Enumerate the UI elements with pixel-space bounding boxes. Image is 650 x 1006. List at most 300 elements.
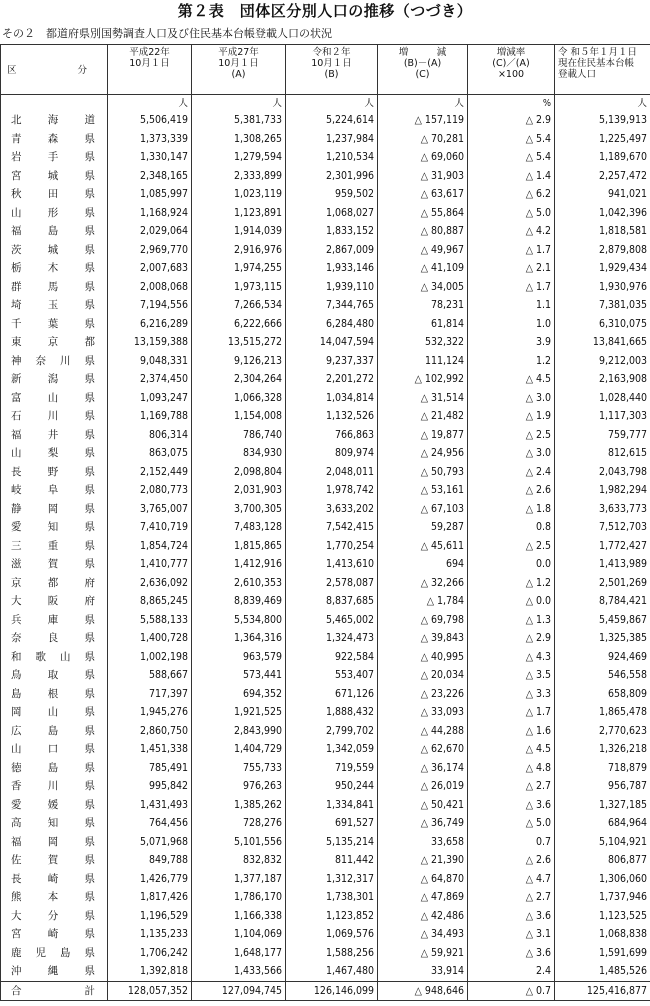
table-cell: 7,483,128 [192, 518, 286, 537]
unit-cell [1, 95, 108, 112]
table-cell: 812,615 [555, 444, 650, 463]
table-row [1, 555, 650, 574]
table-cell: △ 6.2 [468, 185, 555, 204]
table-cell: 1,400,728 [108, 629, 192, 648]
table-cell: △ 1.7 [468, 241, 555, 260]
prefecture-name: 沖縄県 [1, 962, 108, 981]
table-row [1, 648, 650, 667]
table-cell: 1,327,185 [555, 796, 650, 815]
table-cell: 5,104,921 [555, 833, 650, 852]
prefecture-name: 高知県 [1, 814, 108, 833]
table-cell: 546,558 [555, 666, 650, 685]
table-row [1, 944, 650, 963]
table-cell: 1,451,338 [108, 740, 192, 759]
table-row [1, 703, 650, 722]
table-cell: △ 47,869 [378, 888, 468, 907]
table-row [1, 870, 650, 889]
prefecture-name: 合計 [1, 981, 108, 1001]
table-cell: 127,094,745 [192, 981, 286, 1001]
table-cell: 2,048,011 [286, 463, 378, 482]
table-cell: 1,069,576 [286, 925, 378, 944]
table-cell: △ 31,514 [378, 389, 468, 408]
table-cell: 1,123,891 [192, 204, 286, 223]
table-cell: 125,416,877 [555, 981, 650, 1001]
table-cell: 7,381,035 [555, 296, 650, 315]
table-cell: 6,222,666 [192, 315, 286, 334]
table-cell: △ 2.6 [468, 481, 555, 500]
table-cell: 5,139,913 [555, 111, 650, 130]
table-cell: 1,410,777 [108, 555, 192, 574]
prefecture-name: 熊本県 [1, 888, 108, 907]
table-row [1, 611, 650, 630]
table-cell: 9,048,331 [108, 352, 192, 371]
header-line: 登載人口 [558, 69, 597, 80]
table-cell: 728,276 [192, 814, 286, 833]
table-cell: 1,737,946 [555, 888, 650, 907]
prefecture-name: 北海道 [1, 111, 108, 130]
table-cell: 809,974 [286, 444, 378, 463]
table-cell: 694,352 [192, 685, 286, 704]
table-cell: 1,225,497 [555, 130, 650, 149]
table-cell: 2.4 [468, 962, 555, 981]
table-cell: 1,154,008 [192, 407, 286, 426]
table-cell: 1,324,473 [286, 629, 378, 648]
table-cell: △ 31,903 [378, 167, 468, 186]
table-cell: 719,559 [286, 759, 378, 778]
table-cell: 1,978,742 [286, 481, 378, 500]
table-row [1, 185, 650, 204]
prefecture-name: 長崎県 [1, 870, 108, 889]
table-cell: 1,854,724 [108, 537, 192, 556]
table-cell: △ 53,161 [378, 481, 468, 500]
table-cell: △ 34,493 [378, 925, 468, 944]
table-cell: 2,333,899 [192, 167, 286, 186]
table-row [1, 740, 650, 759]
table-row [1, 370, 650, 389]
table-cell: 9,212,003 [555, 352, 650, 371]
table-row [1, 167, 650, 186]
table-cell: △ 1.6 [468, 722, 555, 741]
table-cell: 1,093,247 [108, 389, 192, 408]
table-cell: 1,929,434 [555, 259, 650, 278]
table-cell: 1,591,699 [555, 944, 650, 963]
prefecture-name: 奈良県 [1, 629, 108, 648]
table-row [1, 518, 650, 537]
unit-cell: 人 [378, 95, 468, 112]
header-line: 平成27年 [218, 47, 259, 58]
table-row [1, 426, 650, 445]
table-cell: 2,374,450 [108, 370, 192, 389]
unit-cell: 人 [192, 95, 286, 112]
table-row [1, 204, 650, 223]
table-cell: 13,515,272 [192, 333, 286, 352]
table-cell: 717,397 [108, 685, 192, 704]
table-cell: 806,314 [108, 426, 192, 445]
table-cell: 2,201,272 [286, 370, 378, 389]
table-cell: 8,865,245 [108, 592, 192, 611]
table-cell: 1,933,146 [286, 259, 378, 278]
prefecture-name: 静岡県 [1, 500, 108, 519]
header-line: (C) [415, 69, 430, 80]
table-cell: 1,123,852 [286, 907, 378, 926]
prefecture-name: 大分県 [1, 907, 108, 926]
prefecture-name: 埼玉県 [1, 296, 108, 315]
table-cell: △ 67,103 [378, 500, 468, 519]
table-cell: 1,068,838 [555, 925, 650, 944]
prefecture-name: 秋田県 [1, 185, 108, 204]
table-cell: △ 34,005 [378, 278, 468, 297]
table-cell: △ 64,870 [378, 870, 468, 889]
prefecture-name: 茨城県 [1, 241, 108, 260]
table-cell: △ 23,226 [378, 685, 468, 704]
table-cell: 2,301,996 [286, 167, 378, 186]
table-cell: 1,921,525 [192, 703, 286, 722]
table-cell: 5,381,733 [192, 111, 286, 130]
header-line: (A) [231, 69, 246, 80]
prefecture-name: 愛知県 [1, 518, 108, 537]
table-cell: △ 59,921 [378, 944, 468, 963]
table-cell: 2,610,353 [192, 574, 286, 593]
table-cell: 684,964 [555, 814, 650, 833]
table-cell: 1,815,865 [192, 537, 286, 556]
table-cell: 2,152,449 [108, 463, 192, 482]
table-row [1, 259, 650, 278]
table-cell: 1,485,526 [555, 962, 650, 981]
prefecture-name: 山口県 [1, 740, 108, 759]
table-cell: 5,135,214 [286, 833, 378, 852]
table-cell: 922,584 [286, 648, 378, 667]
table-cell: 1,982,294 [555, 481, 650, 500]
table-cell: 2,008,068 [108, 278, 192, 297]
table-row [1, 888, 650, 907]
table-row [1, 574, 650, 593]
table-cell: 1,786,170 [192, 888, 286, 907]
table-row [1, 685, 650, 704]
table-cell: 7,194,556 [108, 296, 192, 315]
unit-cell: % [468, 95, 555, 112]
table-cell: 1,123,525 [555, 907, 650, 926]
table-cell: △ 41,109 [378, 259, 468, 278]
table-cell: 0.0 [468, 555, 555, 574]
table-cell: △ 2.7 [468, 777, 555, 796]
prefecture-name: 島根県 [1, 685, 108, 704]
table-cell: 1,467,480 [286, 962, 378, 981]
prefecture-name: 三重県 [1, 537, 108, 556]
table-row [1, 907, 650, 926]
header-line: 10月１日 [311, 58, 352, 69]
table-cell: 1,817,426 [108, 888, 192, 907]
table-cell: △ 49,967 [378, 241, 468, 260]
table-cell: △ 948,646 [378, 981, 468, 1001]
table-cell: △ 0.0 [468, 592, 555, 611]
table-cell: 2,029,064 [108, 222, 192, 241]
table-cell: △ 3.3 [468, 685, 555, 704]
table-cell: 13,159,388 [108, 333, 192, 352]
table-cell: 61,814 [378, 315, 468, 334]
table-cell: 956,787 [555, 777, 650, 796]
prefecture-name: 山梨県 [1, 444, 108, 463]
table-cell: 766,863 [286, 426, 378, 445]
table-cell: 1,833,152 [286, 222, 378, 241]
table-cell: 1,334,841 [286, 796, 378, 815]
table-cell: △ 3.6 [468, 907, 555, 926]
table-cell: 832,832 [192, 851, 286, 870]
prefecture-name: 鹿児島県 [1, 944, 108, 963]
table-cell: 1,168,924 [108, 204, 192, 223]
table-cell: 3,633,202 [286, 500, 378, 519]
table-row [1, 592, 650, 611]
table-cell: △ 2.4 [468, 463, 555, 482]
table-row [1, 777, 650, 796]
table-cell: 976,263 [192, 777, 286, 796]
table-cell: 1,237,984 [286, 130, 378, 149]
table-cell: 9,126,213 [192, 352, 286, 371]
table-cell: 1,413,610 [286, 555, 378, 574]
header-r2 [286, 45, 378, 95]
table-cell: 1,426,779 [108, 870, 192, 889]
prefecture-name: 福島県 [1, 222, 108, 241]
prefecture-name: 和歌山県 [1, 648, 108, 667]
table-cell: 1,818,581 [555, 222, 650, 241]
table-cell: 126,146,099 [286, 981, 378, 1001]
table-cell: 755,733 [192, 759, 286, 778]
table-cell: △ 21,390 [378, 851, 468, 870]
table-cell: 1,196,529 [108, 907, 192, 926]
header-line: 平成22年 [129, 47, 170, 58]
table-cell: △ 1.4 [468, 167, 555, 186]
table-cell: △ 4.2 [468, 222, 555, 241]
prefecture-name: 石川県 [1, 407, 108, 426]
table-cell: 1.0 [468, 315, 555, 334]
table-cell: △ 157,119 [378, 111, 468, 130]
table-cell: △ 33,093 [378, 703, 468, 722]
prefecture-name: 香川県 [1, 777, 108, 796]
table-cell: 2,867,009 [286, 241, 378, 260]
table-cell: 5,071,968 [108, 833, 192, 852]
table-cell: △ 50,793 [378, 463, 468, 482]
table-cell: 2,348,165 [108, 167, 192, 186]
table-cell: 2,916,976 [192, 241, 286, 260]
table-cell: 7,542,415 [286, 518, 378, 537]
table-cell: 1,865,478 [555, 703, 650, 722]
table-cell: △ 44,288 [378, 722, 468, 741]
header-h22 [108, 45, 192, 95]
unit-cell: 人 [555, 95, 650, 112]
table-cell: △ 1.7 [468, 278, 555, 297]
header-line: 令 和５年１月１日 [558, 47, 638, 58]
header-h27 [192, 45, 286, 95]
table-cell: △ 1.3 [468, 611, 555, 630]
table-cell: 78,231 [378, 296, 468, 315]
table-cell: 1,385,262 [192, 796, 286, 815]
table-cell: △ 5.0 [468, 814, 555, 833]
table-cell: △ 4.3 [468, 648, 555, 667]
header-registry [555, 45, 650, 95]
table-cell: △ 1.7 [468, 703, 555, 722]
header-line: 10月１日 [218, 58, 259, 69]
table-cell: 1,135,233 [108, 925, 192, 944]
table-cell: 2,843,990 [192, 722, 286, 741]
population-table [0, 44, 650, 1001]
table-cell: 7,266,534 [192, 296, 286, 315]
prefecture-name: 青森県 [1, 130, 108, 149]
table-cell: 3,765,007 [108, 500, 192, 519]
table-cell: 6,284,480 [286, 315, 378, 334]
header-line: 現在住民基本台帳 [558, 58, 635, 69]
table-cell: 5,224,614 [286, 111, 378, 130]
table-cell: △ 70,281 [378, 130, 468, 149]
table-row [1, 111, 650, 130]
prefecture-name: 福井県 [1, 426, 108, 445]
table-cell: 2,860,750 [108, 722, 192, 741]
table-cell: △ 55,864 [378, 204, 468, 223]
prefecture-name: 山形県 [1, 204, 108, 223]
table-row [1, 722, 650, 741]
table-cell: 573,441 [192, 666, 286, 685]
unit-cell: 人 [286, 95, 378, 112]
table-cell: 8,837,685 [286, 592, 378, 611]
table-cell: 5,534,800 [192, 611, 286, 630]
header-line: 令和２年 [312, 47, 351, 58]
table-cell: 3,700,305 [192, 500, 286, 519]
table-row [1, 759, 650, 778]
table-cell: 1,973,115 [192, 278, 286, 297]
prefecture-name: 新潟県 [1, 370, 108, 389]
table-row [1, 796, 650, 815]
table-row [1, 666, 650, 685]
prefecture-name: 長野県 [1, 463, 108, 482]
table-cell: 33,658 [378, 833, 468, 852]
table-cell: 694 [378, 555, 468, 574]
table-row [1, 500, 650, 519]
table-row [1, 463, 650, 482]
table-cell: △ 69,798 [378, 611, 468, 630]
table-cell: 2,770,623 [555, 722, 650, 741]
table-cell: △ 3.1 [468, 925, 555, 944]
table-cell: 718,879 [555, 759, 650, 778]
table-row [1, 407, 650, 426]
table-cell: 1,377,187 [192, 870, 286, 889]
prefecture-name: 神奈川県 [1, 352, 108, 371]
prefecture-name: 岐阜県 [1, 481, 108, 500]
table-cell: 1,104,069 [192, 925, 286, 944]
table-cell: 658,809 [555, 685, 650, 704]
table-cell: 963,579 [192, 648, 286, 667]
table-cell: △ 32,266 [378, 574, 468, 593]
table-cell: 0.8 [468, 518, 555, 537]
table-cell: △ 1.8 [468, 500, 555, 519]
table-cell: 1,930,976 [555, 278, 650, 297]
table-cell: 1,939,110 [286, 278, 378, 297]
table-cell: 5,465,002 [286, 611, 378, 630]
table-cell: 1,066,328 [192, 389, 286, 408]
prefecture-name: 富山県 [1, 389, 108, 408]
table-cell: 8,784,421 [555, 592, 650, 611]
table-cell: △ 3.6 [468, 944, 555, 963]
table-cell: 3,633,773 [555, 500, 650, 519]
table-row [1, 389, 650, 408]
unit-row [1, 95, 650, 112]
table-cell: 2,799,702 [286, 722, 378, 741]
table-cell: △ 24,956 [378, 444, 468, 463]
table-cell: △ 3.5 [468, 666, 555, 685]
prefecture-name: 兵庫県 [1, 611, 108, 630]
table-cell: 950,244 [286, 777, 378, 796]
table-cell: 1,085,997 [108, 185, 192, 204]
table-cell: 1,326,218 [555, 740, 650, 759]
table-cell: 6,216,289 [108, 315, 192, 334]
prefecture-name: 徳島県 [1, 759, 108, 778]
prefecture-name: 岩手県 [1, 148, 108, 167]
table-cell: 941,021 [555, 185, 650, 204]
table-cell: 5,459,867 [555, 611, 650, 630]
table-cell: △ 5.4 [468, 148, 555, 167]
table-cell: 2,257,472 [555, 167, 650, 186]
table-cell: △ 2.5 [468, 426, 555, 445]
table-cell: 2,578,087 [286, 574, 378, 593]
table-row [1, 148, 650, 167]
table-cell: 759,777 [555, 426, 650, 445]
table-cell: 8,839,469 [192, 592, 286, 611]
table-cell: △ 4.7 [468, 870, 555, 889]
table-cell: △ 3.0 [468, 389, 555, 408]
table-cell: 1,132,526 [286, 407, 378, 426]
table-cell: △ 21,482 [378, 407, 468, 426]
prefecture-name: 滋賀県 [1, 555, 108, 574]
table-cell: 5,101,556 [192, 833, 286, 852]
table-cell: 1.1 [468, 296, 555, 315]
table-cell: 924,469 [555, 648, 650, 667]
table-cell: △ 4.5 [468, 370, 555, 389]
table-cell: 1,308,265 [192, 130, 286, 149]
table-cell: 786,740 [192, 426, 286, 445]
table-cell: 2,043,798 [555, 463, 650, 482]
page-title: 第２表 団体区分別人口の推移（つづき） [177, 2, 473, 20]
prefecture-name: 鳥取県 [1, 666, 108, 685]
table-cell: 1,772,427 [555, 537, 650, 556]
table-cell: 1,706,242 [108, 944, 192, 963]
table-cell: 2,007,683 [108, 259, 192, 278]
table-row [1, 333, 650, 352]
table-cell: 1,169,788 [108, 407, 192, 426]
header-line: (B) [324, 69, 339, 80]
table-cell: 691,527 [286, 814, 378, 833]
table-cell: 33,914 [378, 962, 468, 981]
table-row [1, 814, 650, 833]
table-cell: △ 45,611 [378, 537, 468, 556]
table-cell: △ 2.9 [468, 629, 555, 648]
table-cell: 1,373,339 [108, 130, 192, 149]
table-row [1, 629, 650, 648]
unit-cell: 人 [108, 95, 192, 112]
table-cell: 553,407 [286, 666, 378, 685]
table-cell: 1,189,670 [555, 148, 650, 167]
table-cell: △ 2.9 [468, 111, 555, 130]
header-change [378, 45, 468, 95]
table-cell: △ 5.4 [468, 130, 555, 149]
table-cell: 1,364,316 [192, 629, 286, 648]
table-cell: 2,969,770 [108, 241, 192, 260]
table-cell: 1,914,039 [192, 222, 286, 241]
table-body [1, 95, 650, 1001]
prefecture-name: 佐賀県 [1, 851, 108, 870]
table-row [1, 481, 650, 500]
table-cell: 3.9 [468, 333, 555, 352]
table-row [1, 537, 650, 556]
table-cell: △ 36,749 [378, 814, 468, 833]
table-cell: 1,648,177 [192, 944, 286, 963]
table-cell: 1,945,276 [108, 703, 192, 722]
